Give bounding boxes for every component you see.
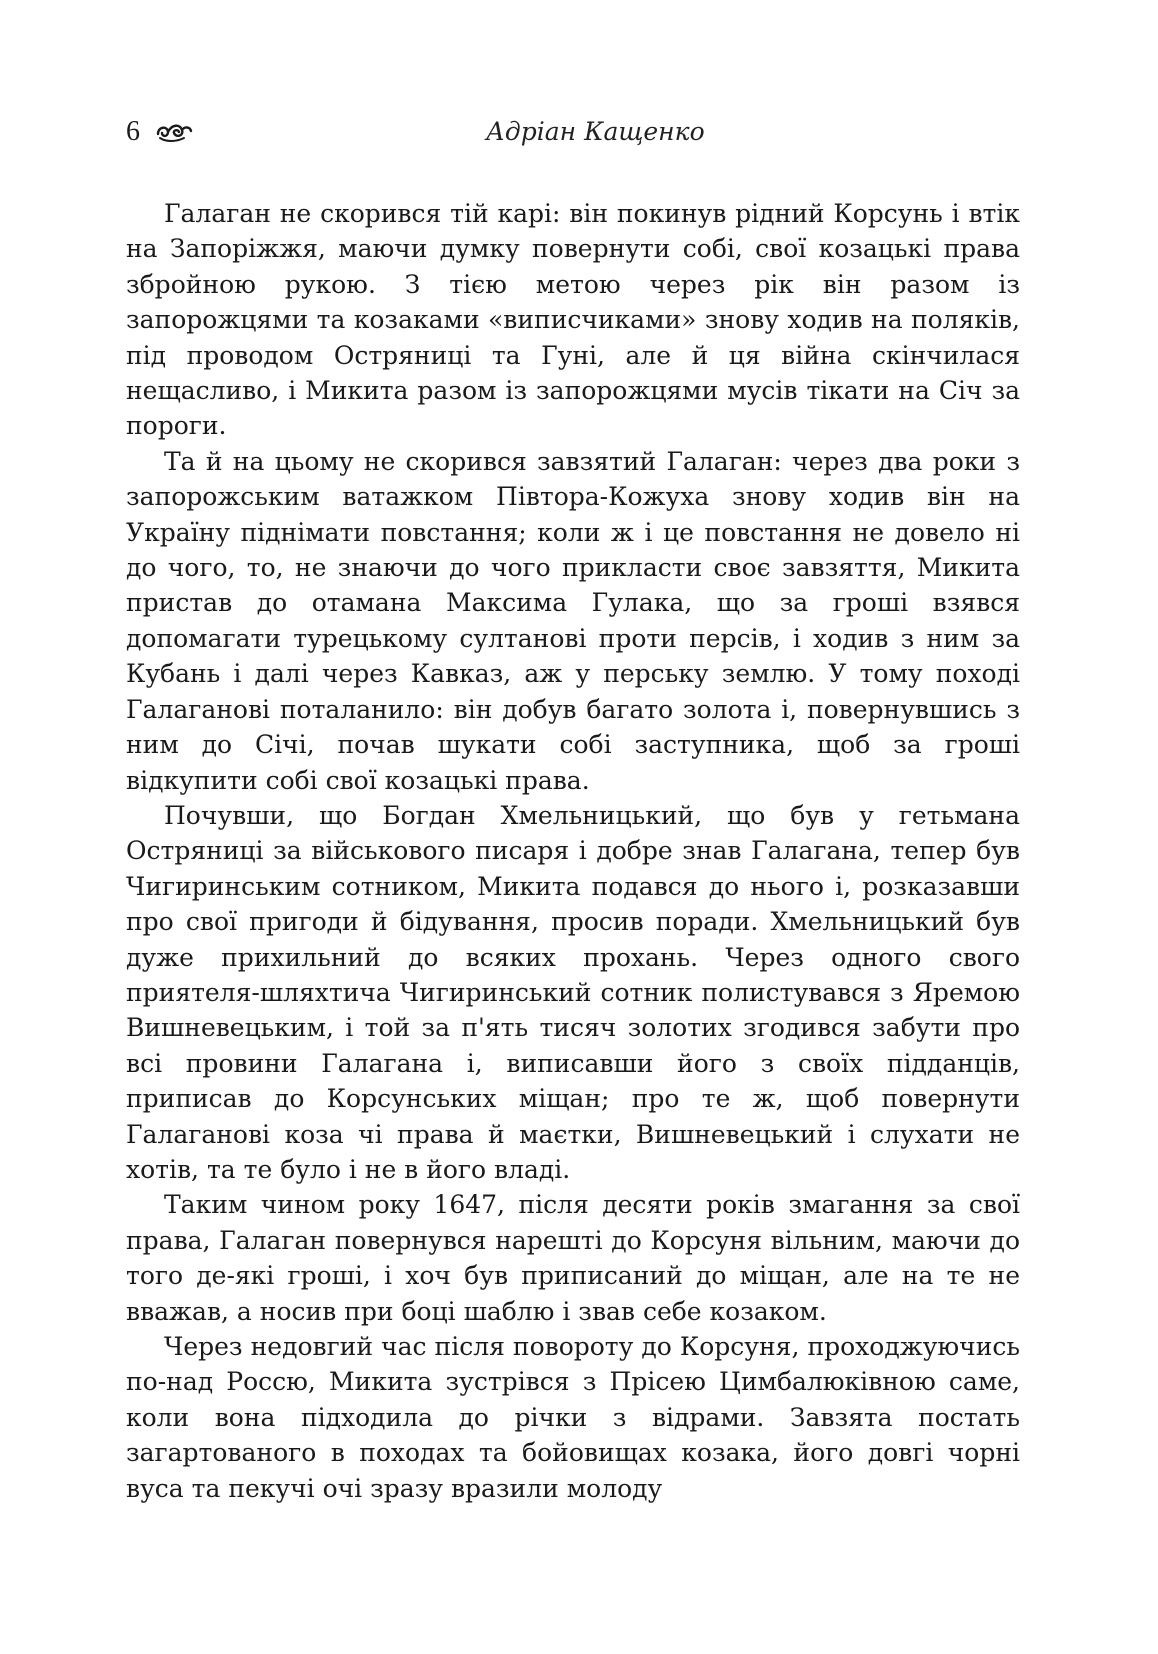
- paragraph: Галаган не скорився тій карі: він покинув рідний Корсунь і втік на Запоріжжя, маючи думку повернути собі, свої козацькі права збройною рукою. З тією метою через рік він разом із запорожцями та козаками «виписчиками» знову ходив на поляків, під проводом Остряниці та Гуні, але й ця війна скінчилася нещасливо, і Микита разом із запорожцями мусів тікати на Січ за пороги.: [126, 199, 1020, 441]
- paragraph: Почувши, що Богдан Хмельницький, що був у гетьмана Остряниці за військового писаря і добре знав Галагана, тепер був Чигиринським сотником, Микита подався до нього і, розказавши про свої пригоди й бідування, просив поради. Хмельницький був дуже прихильний до всяких прохань. Через одного свого приятеля-шляхтича Чигиринський сотник полистувався з Яремою Вишневецьким, і той за п'ять тисяч золотих згодився забути про всі провини Галагана і, виписавши його з своїх підданців, приписав до Корсунських міщан; про те ж, щоб повернути Галаганові коза чі права й маєтки, Вишневецький і слухати не хотів, та те було і не в його владі.: [126, 800, 1020, 1184]
- paragraph: Та й на цьому не скорився завзятий Галаган: через два роки з запорожським ватажком Півтора-Кожуха знову ходив він на Україну піднімати повстання; коли ж і це повстання не довело ні до чого, то, не знаючи до чого прикласти своє завзяття, Микита пристав до отамана Максима Гулака, що за гроші взявся допомагати турецькому султанові проти персів, і ходив з ним за Кубань і далі через Кавказ, аж у перську землю. У тому поході Галаганові поталанило: він добув багато золота і, повернувшись з ним до Січі, почав шукати собі заступника, щоб за гроші відкупити собі свої козацькі права.: [126, 446, 1020, 795]
- paragraph: Через недовгий час після повороту до Корсуня, проходжуючись по-над Россю, Микита зустрівся з Прісею Цимбалюківною саме, коли вона підходила до річки з відрами. Завзята постать загартованого в походах та бойовищах козака, його довгі чорні вуса та пекучі очі зразу вразили молоду: [126, 1332, 1020, 1503]
- page-number: 6: [126, 116, 140, 147]
- fleuron-icon: [154, 120, 194, 144]
- page-body: [126, 196, 1020, 1506]
- running-head-author: Адріан Кащенко: [486, 117, 705, 146]
- page-header: [126, 112, 1026, 152]
- paragraph: Таким чином року 1647, після десяти років змагання за свої права, Галаган повернувся нарешті до Корсуня вільним, маючи до того де-які гроші, і хоч був приписаний до міщан, але на те не вважав, а носив при боці шаблю і звав себе козаком.: [126, 1190, 1020, 1326]
